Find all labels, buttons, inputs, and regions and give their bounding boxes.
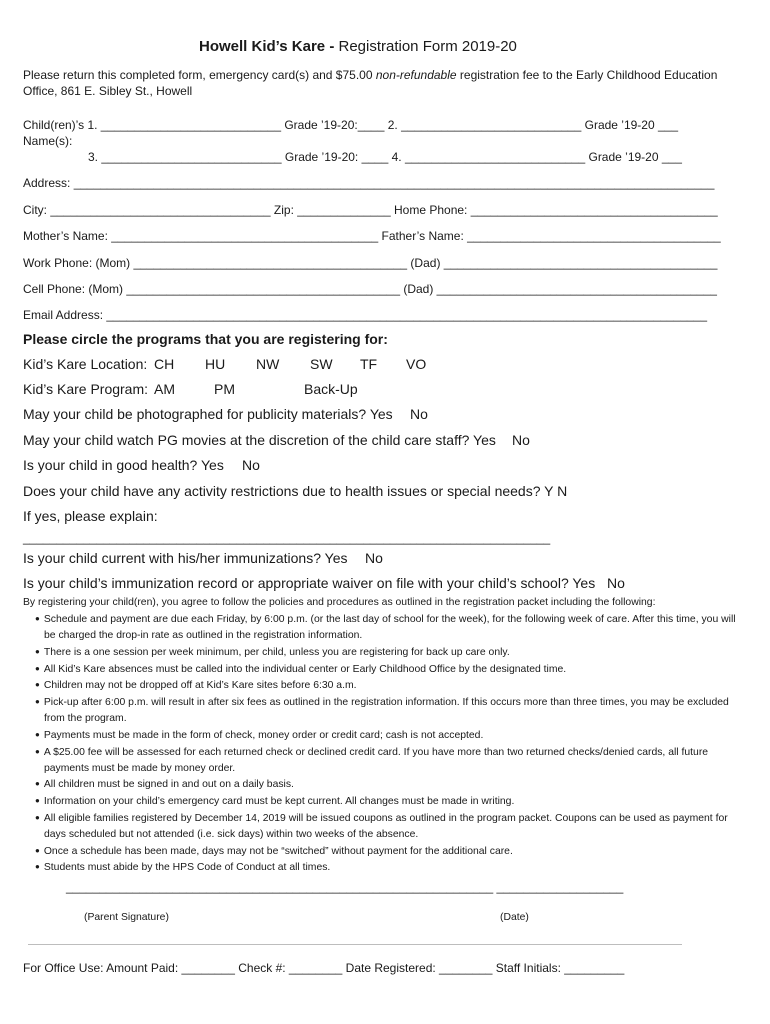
title-rest: Registration Form 2019-20 [338,38,517,55]
signature-label: (Parent Signature) [84,912,169,923]
location-label: Kid’s Kare Location: [23,356,148,372]
intro-line-1 [23,68,717,82]
list-item: ● Children may not be dropped off at Kid’s Kare sites before 6:30 a.m. [30,678,746,694]
question-photo-no[interactable]: No [410,406,428,422]
location-option-tf[interactable]: TF [360,356,378,372]
question-movies-no[interactable]: No [512,432,530,448]
list-item: ● There is a one session per week minimum, per child, unless you are registering for back up care only. [30,645,746,661]
date-label: (Date) [500,912,529,923]
policies-intro: By registering your child(ren), you agree to follow the policies and procedures as outlined in the registration packet including the following: [23,597,656,608]
question-record[interactable]: Is your child’s immunization record or appropriate waiver on file with your child’s school? Yes [23,575,596,591]
list-item: ● All eligible families registered by December 14, 2019 will be issued coupons as outlined in the program packet. Coupons can be used as payment for days scheduled but not attended (i.e. sick days) within two weeks of the absence. [30,811,746,843]
question-health[interactable]: Is your child in good health? Yes [23,457,224,473]
location-option-sw[interactable]: SW [310,356,333,372]
question-photo[interactable]: May your child be photographed for publicity materials? Yes [23,406,393,422]
signature-line[interactable]: ________________________________________________________________ ___________________ [66,880,624,894]
location-option-hu[interactable]: HU [205,356,226,372]
list-item: ● Payments must be made in the form of check, money order or credit card; cash is not accepted. [30,728,746,744]
location-option-ch[interactable]: CH [154,356,175,372]
intro-italic: non-refundable [375,68,457,82]
question-record-no[interactable]: No [607,575,625,591]
list-item: ● Once a schedule has been made, days may not be “switched” without payment for the additional care. [30,844,746,860]
program-option-backup[interactable]: Back-Up [304,381,358,397]
children-line-1[interactable]: Child(ren)’s 1. ___________________________ Grade ’19-20:____ 2. ___________________________ Grade ’19-20 ___ [23,118,679,132]
divider [28,944,682,945]
title-bold: Howell Kid’s Kare - [199,38,339,55]
programs-heading: Please circle the programs that you are registering for: [23,331,388,347]
program-option-am[interactable]: AM [154,381,175,397]
cell-phone-field[interactable]: Cell Phone: (Mom) _________________________________________ (Dad) __________________________________________ [23,282,717,296]
work-phone-field[interactable]: Work Phone: (Mom) _________________________________________ (Dad) _________________________________________ [23,256,718,270]
program-label: Kid’s Kare Program: [23,381,149,397]
question-health-no[interactable]: No [242,457,260,473]
question-immunizations-no[interactable]: No [365,550,383,566]
intro-line-2: Office, 861 E. Sibley St., Howell [23,84,193,98]
location-option-nw[interactable]: NW [256,356,280,372]
page-title [199,38,517,56]
list-item: ● Students must abide by the HPS Code of Conduct at all times. [30,860,746,876]
intro-text-a: Please return this completed form, emergency card(s) and $75.00 [23,68,376,82]
list-item: ● All Kid’s Kare absences must be called into the individual center or Early Childhood Office by the designated time. [30,662,746,678]
intro-text-b: registration fee to the Early Childhood Education [456,68,718,82]
city-zip-phone-field[interactable]: City: _________________________________ Zip: ______________ Home Phone: _____________________________________ [23,203,718,217]
location-option-vo[interactable]: VO [406,356,427,372]
address-field[interactable]: Address: ________________________________________________________________________________________________ [23,176,715,190]
list-item: ● Schedule and payment are due each Friday, by 6:00 p.m. (or the last day of school for the week), for the following week of care. After this time, you will be charged the drop-in rate as outlined in the registration information. [30,612,746,644]
office-use-line[interactable]: For Office Use: Amount Paid: ________ Check #: ________ Date Registered: ________ Staff Initials: _________ [23,961,625,975]
list-item: ● Pick-up after 6:00 p.m. will result in after six fees as outlined in the registration information. If this occurs more than three times, you may be excluded from the program. [30,695,746,727]
question-immunizations[interactable]: Is your child current with his/her immunizations? Yes [23,550,348,566]
question-restrictions[interactable]: Does your child have any activity restrictions due to health issues or special needs? Y N [23,483,568,499]
explain-line[interactable]: _______________________________________________________________________________ [23,531,551,545]
email-field[interactable]: Email Address: __________________________________________________________________________________________ [23,308,708,322]
question-movies[interactable]: May your child watch PG movies at the discretion of the child care staff? Yes [23,432,496,448]
children-line-2: Name(s): [23,134,73,148]
parent-names-field[interactable]: Mother’s Name: ________________________________________ Father’s Name: ______________________________________ [23,229,721,243]
list-item: ● Information on your child’s emergency card must be kept current. All changes must be made in writing. [30,794,746,810]
list-item: ● A $25.00 fee will be assessed for each returned check or declined credit card. If you have more than two returned checks/denied cards, all future payments must be made by money order. [30,745,746,777]
policies-list [30,612,746,877]
program-option-pm[interactable]: PM [214,381,235,397]
question-explain: If yes, please explain: [23,508,158,524]
children-line-3[interactable]: 3. ___________________________ Grade ’19-20: ____ 4. ___________________________ Grade ’19-20 ___ [88,150,682,164]
list-item: ● All children must be signed in and out on a daily basis. [30,777,746,793]
